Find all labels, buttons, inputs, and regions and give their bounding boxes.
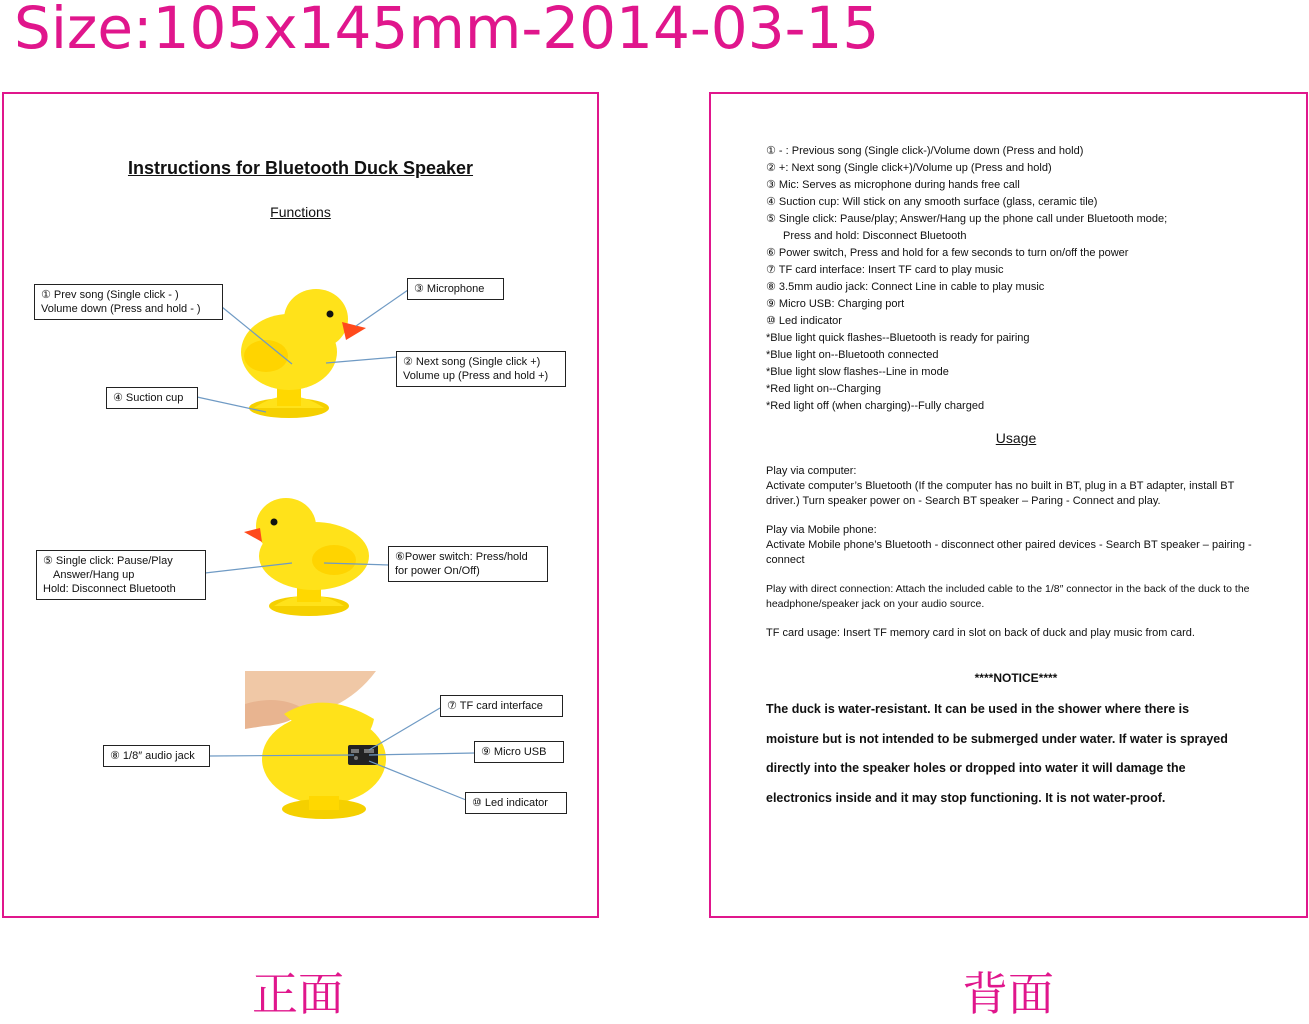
feature-item: ⑩ Led indicator	[766, 315, 842, 327]
callout-audio-jack	[103, 745, 210, 767]
callout-line: ⑥Power switch: Press/hold	[395, 551, 528, 563]
callout-micro-usb	[474, 741, 564, 763]
led-status-item: *Blue light quick flashes--Bluetooth is ready for pairing	[766, 332, 1030, 344]
callout-line: ③ Microphone	[414, 283, 485, 295]
usage-mobile	[766, 523, 1266, 568]
led-status-item: *Blue light on--Bluetooth connected	[766, 349, 939, 361]
callout-microphone	[407, 278, 504, 300]
led-status-item: *Red light off (when charging)--Fully charged	[766, 400, 985, 412]
notice-line: moisture but is not intended to be submerged under water. If water is sprayed	[766, 731, 1228, 746]
notice-line: directly into the speaker holes or dropped into water it will damage the	[766, 761, 1186, 775]
document-title: Instructions for Bluetooth Duck Speaker	[127, 158, 474, 178]
led-status-item: *Blue light slow flashes--Line in mode	[766, 366, 949, 378]
callout-line: ① Prev song (Single click - )	[41, 289, 179, 301]
usage-computer-title: Play via computer:	[766, 465, 857, 477]
duck-image-side-view	[244, 498, 369, 616]
callout-line: ⑤ Single click: Pause/Play	[43, 555, 173, 567]
feature-item: ③ Mic: Serves as microphone during hands free call	[766, 179, 1020, 191]
back-side-label: 背面	[962, 967, 1054, 1021]
feature-item: ⑥ Power switch, Press and hold for a few seconds to turn on/off the power	[766, 247, 1129, 259]
back-page-content	[766, 143, 1266, 813]
notice-line: electronics inside and it may stop functioning. It is not water-proof.	[766, 790, 1166, 805]
usage-mobile-body: Activate Mobile phone’s Bluetooth - disconnect other paired devices - Search BT speaker – pairing - connect	[766, 539, 1252, 566]
callout-line: ⑨ Micro USB	[481, 746, 547, 758]
callout-line: Volume up (Press and hold +)	[403, 370, 549, 382]
callout-line: Hold: Disconnect Bluetooth	[43, 583, 176, 595]
front-side-label: 正面	[252, 967, 344, 1021]
callout-power-switch	[388, 546, 548, 582]
usage-direct-connection: Play with direct connection: Attach the included cable to the 1/8″ connector in the back of the duck to the headphone/speaker jack on your audio source.	[766, 583, 1250, 610]
callout-led-indicator	[465, 792, 567, 814]
duck-image-back-view	[245, 671, 386, 819]
duck-image-front-view	[241, 289, 366, 418]
feature-item: Press and hold: Disconnect Bluetooth	[783, 230, 967, 242]
callout-line: ② Next song (Single click +)	[403, 356, 541, 368]
callout-line: for power On/Off)	[395, 565, 480, 577]
callout-next-song	[396, 351, 566, 387]
feature-item: ⑦ TF card interface: Insert TF card to play music	[766, 264, 1004, 276]
callout-line: ④ Suction cup	[113, 392, 184, 404]
usage-mobile-title: Play via Mobile phone:	[766, 524, 877, 536]
back-page	[709, 92, 1308, 918]
callout-line: ⑧ 1/8″ audio jack	[110, 750, 195, 762]
page-header-size: Size:105x145mm-2014-03-15	[14, 0, 880, 62]
functions-heading: Functions	[270, 204, 331, 220]
notice-heading: ****NOTICE****	[974, 671, 1058, 685]
callout-line: Answer/Hang up	[53, 569, 135, 581]
callout-line: ⑦ TF card interface	[447, 700, 543, 712]
notice-line: The duck is water-resistant. It can be used in the shower where there is	[766, 702, 1190, 716]
usage-tf-card: TF card usage: Insert TF memory card in slot on back of duck and play music from card.	[766, 627, 1195, 639]
callout-single-click	[36, 550, 206, 600]
led-status-item: *Red light on--Charging	[766, 383, 881, 395]
usage-computer	[766, 464, 1266, 509]
usage-computer-body: Activate computer’s Bluetooth (If the computer has no built in BT, plug in a BT adapter, install BT driver.) Turn speaker power on - Search BT speaker – Paring - Connect and play.	[766, 480, 1235, 507]
feature-item: ⑤ Single click: Pause/play; Answer/Hang up the phone call under Bluetooth mode;	[766, 213, 1168, 225]
feature-item: ⑨ Micro USB: Charging port	[766, 298, 905, 310]
callout-prev-song	[34, 284, 223, 320]
feature-item: ⑧ 3.5mm audio jack: Connect Line in cable to play music	[766, 281, 1045, 293]
feature-item: ④ Suction cup: Will stick on any smooth surface (glass, ceramic tile)	[766, 196, 1098, 208]
callout-suction-cup	[106, 387, 198, 409]
feature-item: ② +: Next song (Single click+)/Volume up (Press and hold)	[766, 162, 1052, 174]
callout-line: ⑩ Led indicator	[472, 797, 548, 809]
callout-tf-card	[440, 695, 563, 717]
front-page	[2, 92, 599, 918]
callout-line: Volume down (Press and hold - )	[41, 303, 201, 315]
usage-heading: Usage	[995, 430, 1037, 446]
feature-item: ① - : Previous song (Single click-)/Volume down (Press and hold)	[766, 145, 1084, 157]
